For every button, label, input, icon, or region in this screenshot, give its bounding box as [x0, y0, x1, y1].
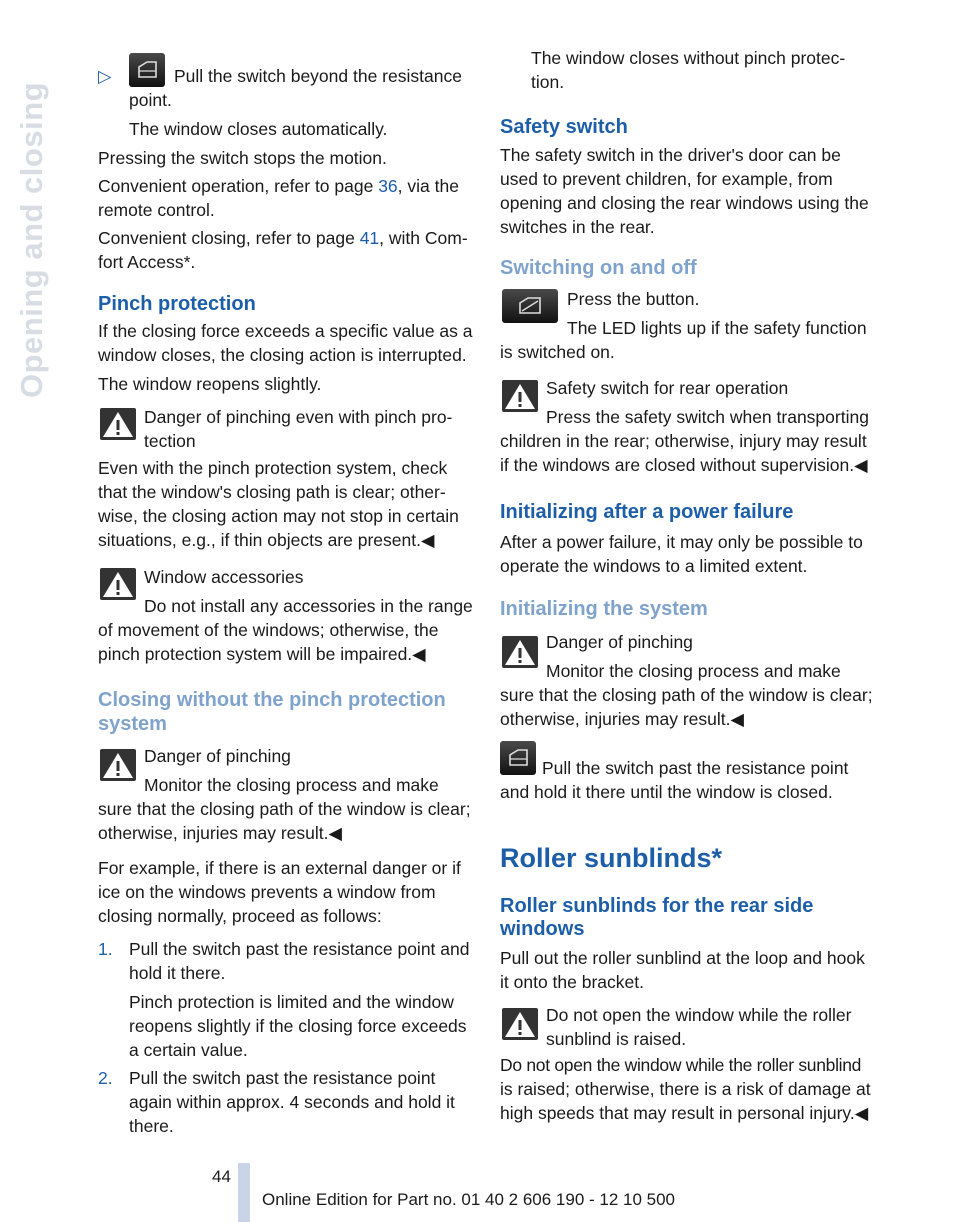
warning-title: Danger of pinching — [546, 632, 693, 652]
warning-text: Press the safety switch when transporting — [546, 407, 869, 427]
paragraph: After a power failure, it may only be possible to — [500, 532, 863, 552]
warning-text: pinch protection system will be impaired.◀ — [98, 644, 426, 664]
window-switch-icon — [500, 741, 536, 775]
step-text: hold it there. — [129, 963, 226, 983]
warning-text: if the windows are closed without supervision.◀ — [500, 455, 868, 475]
warning-triangle-icon — [502, 380, 538, 412]
footer-bar — [238, 1163, 250, 1222]
step-note: a certain value. — [129, 1040, 248, 1060]
warning-text: children in the rear; otherwise, injury may result — [500, 431, 867, 451]
paragraph: closing normally, proceed as follows: — [98, 906, 382, 926]
paragraph: and hold it there until the window is closed. — [500, 782, 833, 802]
step-note: reopens slightly if the closing force exceeds — [129, 1016, 467, 1036]
warning-title: Safety switch for rear operation — [546, 378, 789, 398]
step-text: Pull the switch past the resistance point and — [129, 939, 470, 959]
paragraph: window closes, the closing action is interrupted. — [98, 345, 467, 365]
step-text: there. — [129, 1116, 174, 1136]
step-number: 2. — [98, 1068, 113, 1088]
warning-triangle-icon — [100, 568, 136, 600]
warning-text: high speeds that may result in personal injury.◀ — [500, 1103, 869, 1123]
warning-text: situations, e.g., if thin objects are present.◀ — [98, 530, 435, 550]
paragraph: ice on the windows prevents a window from — [98, 882, 436, 902]
paragraph: The window reopens slightly. — [98, 374, 322, 394]
warning-text: otherwise, injuries may result.◀ — [98, 823, 342, 843]
paragraph — [98, 226, 468, 250]
paragraph: is switched on. — [500, 342, 615, 362]
step-number: 1. — [98, 939, 113, 959]
text: , with Com- — [379, 228, 468, 248]
paragraph: it onto the bracket. — [500, 972, 644, 992]
paragraph: remote control. — [98, 200, 215, 220]
warning-title: Danger of pinching — [144, 746, 291, 766]
footer-edition: Online Edition for Part no. 01 40 2 606 190 - 12 10 500 — [262, 1190, 676, 1209]
text: , via the — [397, 176, 459, 196]
warning-triangle-icon — [502, 1008, 538, 1040]
warning-text: Monitor the closing process and make — [144, 775, 439, 795]
step-text: Pull the switch past the resistance point — [129, 1068, 436, 1088]
step-text: Pull the switch beyond the resistance — [174, 66, 462, 86]
window-switch-icon — [129, 53, 165, 87]
warning-title: tection — [144, 431, 196, 451]
warning-title: Do not open the window while the roller — [546, 1005, 852, 1025]
text: Convenient operation, refer to page — [98, 176, 379, 196]
paragraph: Pull out the roller sunblind at the loop and hook — [500, 948, 865, 968]
page-link-41[interactable]: 41 — [359, 228, 380, 248]
section-heading: system — [98, 713, 167, 735]
step-note: Pinch protection is limited and the window — [129, 992, 454, 1012]
warning-text: Monitor the closing process and make — [546, 661, 841, 681]
paragraph — [98, 174, 459, 198]
section-heading: Closing without the pinch protection — [98, 689, 446, 711]
section-heading: Pinch protection — [98, 293, 256, 315]
warning-text: Do not open the window while the roller sunblind — [500, 1055, 862, 1075]
warning-title: sunblind is raised. — [546, 1029, 687, 1049]
warning-text: of movement of the windows; otherwise, the — [98, 620, 439, 640]
chapter-heading: Roller sunblinds* — [500, 843, 723, 873]
warning-text: wise, the closing action may not stop in certain — [98, 506, 459, 526]
paragraph: The safety switch in the driver's door can be — [500, 145, 841, 165]
bullet-marker: ▷ — [98, 66, 112, 86]
warning-text: Do not install any accessories in the range — [144, 596, 473, 616]
warning-triangle-icon — [100, 408, 136, 440]
paragraph: The window closes without pinch protec- — [531, 48, 846, 68]
paragraph: The LED lights up if the safety function — [567, 318, 867, 338]
page-link-36[interactable]: 36 — [378, 176, 398, 196]
paragraph: Press the button. — [567, 289, 700, 309]
warning-text: sure that the closing path of the window is clear; — [98, 799, 471, 819]
paragraph: tion. — [531, 72, 565, 92]
section-heading: windows — [500, 918, 585, 940]
warning-text: that the window's closing path is clear; other- — [98, 482, 446, 502]
warning-text: is raised; otherwise, there is a risk of damage at — [500, 1079, 871, 1099]
paragraph: switches in the rear. — [500, 217, 655, 237]
text: Convenient closing, refer to page — [98, 228, 360, 248]
warning-text: otherwise, injuries may result.◀ — [500, 709, 744, 729]
chapter-side-title: Opening and closing — [14, 81, 49, 398]
warning-text: Even with the pinch protection system, check — [98, 458, 448, 478]
step-text: point. — [129, 90, 172, 110]
paragraph: opening and closing the rear windows using the — [500, 193, 869, 213]
warning-triangle-icon — [100, 749, 136, 781]
step-text: again within approx. 4 seconds and hold it — [129, 1092, 455, 1112]
warning-text: sure that the closing path of the window is clear; — [500, 685, 873, 705]
safety-switch-icon — [502, 289, 558, 323]
paragraph: operate the windows to a limited extent. — [500, 556, 808, 576]
page-number: 44 — [212, 1167, 231, 1186]
section-heading: Roller sunblinds for the rear side — [500, 895, 814, 917]
warning-title: Danger of pinching even with pinch pro- — [144, 407, 453, 427]
paragraph: Pull the switch past the resistance point — [542, 758, 849, 778]
section-heading: Switching on and off — [500, 257, 697, 279]
paragraph: For example, if there is an external danger or if — [98, 858, 461, 878]
warning-triangle-icon — [502, 636, 538, 668]
paragraph: If the closing force exceeds a specific value as a — [98, 321, 473, 341]
section-heading: Initializing after a power failure — [500, 501, 794, 523]
step-result: The window closes automatically. — [129, 119, 388, 139]
paragraph: fort Access*. — [98, 252, 196, 272]
warning-title: Window accessories — [144, 567, 304, 587]
section-heading: Safety switch — [500, 116, 628, 138]
paragraph: used to prevent children, for example, from — [500, 169, 833, 189]
section-heading: Initializing the system — [500, 598, 708, 620]
paragraph: Pressing the switch stops the motion. — [98, 148, 387, 168]
